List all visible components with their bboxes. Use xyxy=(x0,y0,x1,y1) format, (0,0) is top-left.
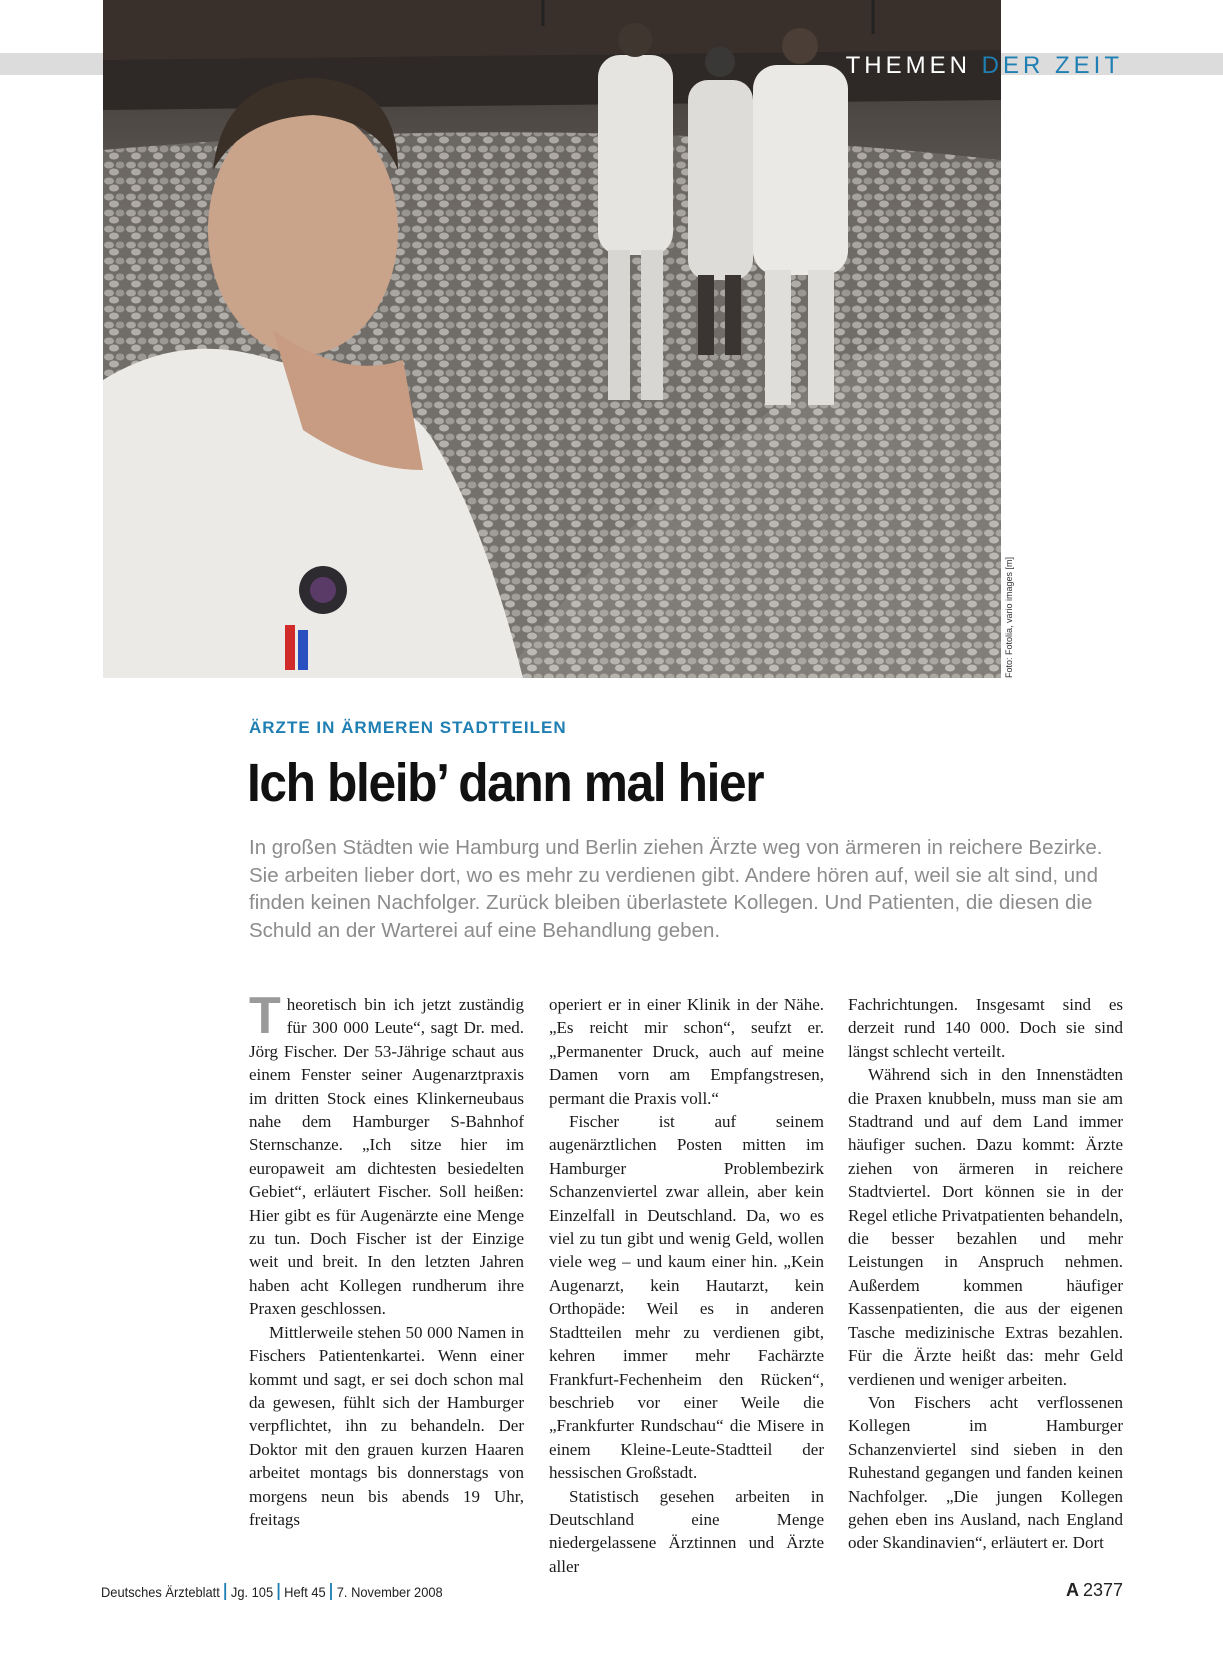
paragraph xyxy=(249,987,524,1321)
article-lead: In großen Städten wie Hamburg und Berlin ziehen Ärzte weg von ärmeren in reichere Bezirke. Sie arbeiten lieber dort, wo es mehr zu verdienen gibt. Andere hören auf, weil sie alt sind, und finden keinen Nachfolger. Zurück bleiben überlastete Kollegen. Und Patienten, die diesen die Schuld an der Warterei auf eine Behandlung geben. xyxy=(249,836,1103,942)
footer-separator xyxy=(330,1583,332,1600)
footer-issue: Heft 45 xyxy=(284,1584,326,1600)
body-column-2 xyxy=(549,993,824,1578)
footer-separator xyxy=(224,1583,226,1600)
drop-cap: T xyxy=(249,987,281,1045)
paragraph: operiert er in einer Klinik in der Nähe. „Es reicht mir schon“, seufzt er. „Permanenter Druck, auch auf meine Damen vorn am Empfangstresen, permant die Praxis voll.“ xyxy=(549,995,824,1108)
photo-credit: Foto: Fotolia, vario images [m] xyxy=(1004,556,1014,678)
section-label xyxy=(846,52,1123,80)
paragraph: Fischer ist auf seinem augenärztlichen Posten mitten im Hamburger Problembezirk Schanzenviertel zwar allein, aber kein Einzelfall in Deutschland. Da, wo es viel zu tun gibt und wenig Geld, wollen viele weg – und kaum einer hin. „Kein Augenarzt, kein Hautarzt, kein Orthopäde: Weil es in anderen Stadtteilen mehr zu verdienen gibt, kehren immer mehr Fachärzte Frankfurt-Fechenheim den Rücken“, beschrieb vor einer Weile die „Frankfurter Rundschau“ die Misere in einem Kleine-Leute-Stadtteil der hessischen Großstadt. xyxy=(549,1112,824,1483)
paragraph-text: heoretisch bin ich jetzt zuständig für 300 000 Leute“, sagt Dr. med. Jörg Fischer. Der 53-Jährige schaut aus einem Fenster seiner Augenarztpraxis im dritten Stock eines Klinkerneubaus nahe dem Hamburger S-Bahnhof Sternschanze. „Ich sitze hier im europaweit am dichtesten besiedelten Gebiet“, erläutert Fischer. Soll heißen: Hier gibt es für Augenärzte eine Menge zu tun. Doch Fischer ist der Einzige weit und breit. In den letzten Jahren haben acht Kollegen rundherum ihre Praxen geschlossen. xyxy=(249,995,524,1319)
section-label-part1: THEMEN xyxy=(845,52,971,79)
footer-journal: Deutsches Ärzteblatt xyxy=(101,1584,220,1600)
paragraph: Statistisch gesehen arbeiten in Deutschland eine Menge niedergelassene Ärztinnen und Ärzte aller xyxy=(549,1486,824,1576)
footer-date: 7. November 2008 xyxy=(336,1584,443,1600)
paragraph: Von Fischers acht verflossenen Kollegen im Hamburger Schanzenviertel sind sieben in den Ruhestand gegangen und fanden keinen Nachfolger. „Die jungen Kollegen gehen eben ins Ausland, nach England oder Skandinavien“, erläutert er. Dort xyxy=(848,1392,1123,1553)
footer-separator xyxy=(278,1583,280,1600)
paragraph: Fachrichtungen. Insgesamt sind es derzeit rund 140 000. Doch sie sind längst schlecht verteilt. xyxy=(848,995,1123,1061)
body-column-3 xyxy=(848,993,1123,1555)
article-kicker: ÄRZTE IN ÄRMEREN STADTTEILEN xyxy=(249,718,567,737)
page-number-value: 2377 xyxy=(1082,1580,1123,1600)
article-photo xyxy=(103,0,1001,678)
footer-volume: Jg. 105 xyxy=(230,1584,274,1600)
page-prefix: A xyxy=(1065,1580,1079,1600)
footer-citation xyxy=(101,1583,443,1600)
section-label-part2: DER ZEIT xyxy=(981,52,1123,79)
body-column-1 xyxy=(249,987,524,1531)
article-headline: Ich bleib’ dann mal hier xyxy=(247,753,764,813)
paragraph: Während sich in den Innenstädten die Praxen knubbeln, muss man sie am Stadtrand und auf dem Land immer häufiger suchen. Dazu kommt: Ärzte ziehen von ärmeren in reichere Stadtviertel. Dort können sie in der Regel etliche Privatpatienten behandeln, die besser bezahlen und mehr Leistungen in Anspruch nehmen. Außerdem kommen häufiger Kassenpatienten, die aus der eigenen Tasche medizinische Extras bezahlen. Für die Ärzte heißt das: mehr Geld verdienen und weniger arbeiten. xyxy=(848,1065,1123,1389)
page-number xyxy=(1066,1580,1123,1601)
paragraph: Mittlerweile stehen 50 000 Namen in Fischers Patientenkartei. Wenn einer kommt und sagt, er sei doch schon mal da gewesen, fühlt sich der Hamburger verpflichtet, ihn zu behandeln. Der Doktor mit den grauen kurzen Haaren arbeitet montags bis donnerstags von morgens neun bis abends 19 Uhr, freitags xyxy=(249,1322,524,1529)
